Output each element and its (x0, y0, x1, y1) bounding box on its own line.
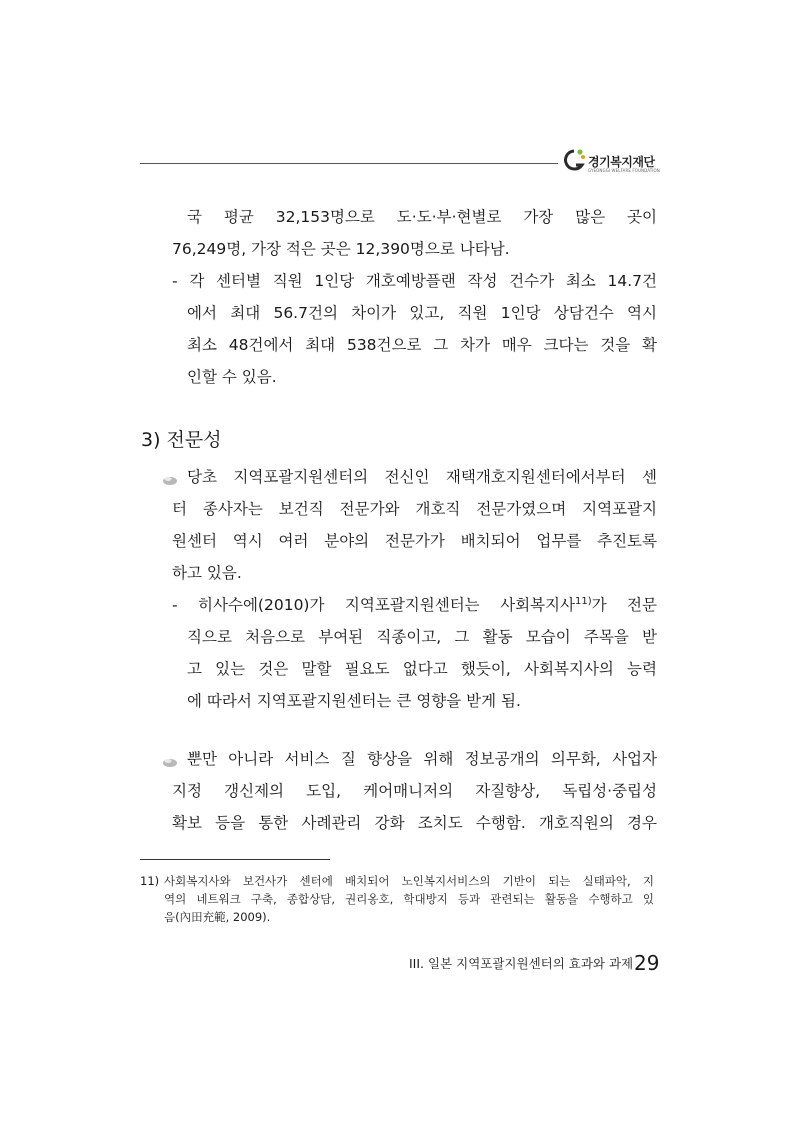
bullet-line: 원센터 역시 여러 분야의 전문가가 배치되어 업무를 추진토록 (172, 532, 657, 550)
section-title: 3) 전문성 (141, 429, 222, 451)
header-rule (140, 163, 558, 164)
bullet-line: 터 종사자는 보건직 전문가와 개호직 전문가였으며 지역포괄지 (172, 500, 657, 518)
gyeonggi-welfare-logo-icon (562, 147, 586, 175)
dash-text: 가 전문 (591, 596, 657, 614)
dash-item-line (172, 594, 657, 616)
footnote-line: 사회복지사와 보건사가 센터에 배치되어 노인복지서비스의 기반이 되는 실태파악, 지 (164, 874, 654, 888)
org-logo (562, 147, 662, 177)
page-number: 29 (634, 951, 660, 975)
dash-item-line: 에서 최대 56.7건의 차이가 있고, 직원 1인당 상담건수 역시 (187, 304, 657, 322)
body-line: 국 평균 32,153명으로 도·도·부·현별로 가장 많은 곳이 (187, 208, 657, 226)
dash-item-line: 최소 48건에서 최대 538건으로 그 차가 매우 크다는 것을 확 (187, 336, 657, 354)
dash-item-line: 고 있는 것은 말할 필요도 없다고 했듯이, 사회복지사의 능력 (187, 660, 657, 678)
bullet-line: 하고 있음. (172, 564, 242, 582)
body-line: 76,249명, 가장 적은 곳은 12,390명으로 나타남. (172, 240, 510, 258)
footnote-line: 음(內田充範, 2009). (164, 910, 271, 924)
footnote-rule (140, 859, 330, 860)
footnote-line: 역의 네트워크 구축, 종합상담, 권리옹호, 학대방지 등과 관련되는 활동을 수행하고 있 (164, 892, 654, 906)
footnote-ref[interactable]: 11) (574, 595, 592, 607)
bullet-line: 확보 등을 통한 사례관리 강화 조치도 수행함. 개호직원의 경우 (172, 814, 657, 832)
dash-item-line: 에 따라서 지역포괄지원센터는 큰 영향을 받게 됨. (187, 692, 521, 710)
footnote-number: 11) (140, 874, 160, 888)
bullet-line: 당초 지역포괄지원센터의 전신인 재택개호지원센터에서부터 센 (187, 468, 657, 486)
dash-item-line: 직으로 처음으로 부여된 직종이고, 그 활동 모습이 주목을 받 (187, 628, 657, 646)
org-subtitle: GYEONGGI WELFARE FOUNDATION (588, 168, 660, 173)
chapter-title: III. 일본 지역포괄지원센터의 효과와 과제 (409, 956, 634, 971)
dash-item-line: 인할 수 있음. (187, 368, 277, 386)
bullet-line: 지정 갱신제의 도입, 케어매니저의 자질향상, 독립성·중립성 (172, 782, 657, 800)
bullet-line: 뿐만 아니라 서비스 질 향상을 위해 정보공개의 의무화, 사업자 (187, 750, 657, 768)
dash-text: - 히사수에(2010)가 지역포괄지원센터는 사회복지사 (172, 596, 575, 614)
dash-item-line: - 각 센터별 직원 1인당 개호예방플랜 작성 건수가 최소 14.7건 (172, 272, 657, 290)
org-name: 경기복지재단 (588, 155, 655, 169)
